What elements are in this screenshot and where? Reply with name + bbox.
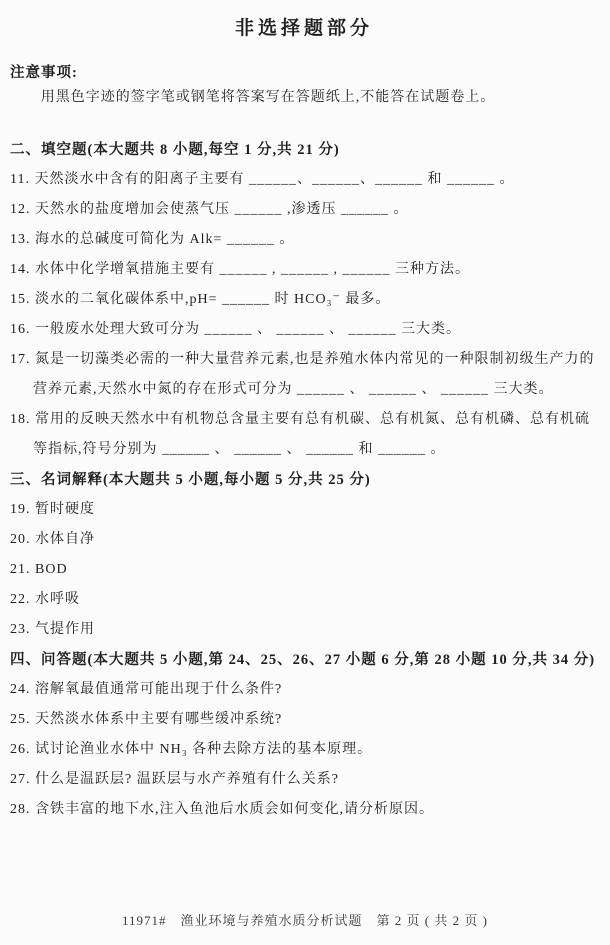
question-13: 13. 海水的总碱度可简化为 Alk= ______ 。 xyxy=(10,232,295,247)
question-20: 20. 水体自净 xyxy=(10,532,95,547)
question-18: 18. 常用的反映天然水中有机物总含量主要有总有机碳、总有机氮、总有机磷、总有机硫等指标,符号分别为 ______ 、 ______ 、 ______ 和 ______ 。 xyxy=(10,412,590,457)
question-23: 23. 气提作用 xyxy=(10,622,95,637)
page-title: 非选择题部分 xyxy=(234,18,373,39)
question-14: 14. 水体中化学增氧措施主要有 ______ , ______ , ______ 三种方法。 xyxy=(10,262,470,277)
question-27: 27. 什么是温跃层? 温跃层与水产养殖有什么关系? xyxy=(10,772,339,787)
question-21: 21. BOD xyxy=(10,562,68,577)
section-heading-short-answer: 四、问答题(本大题共 5 小题,第 24、25、26、27 小题 6 分,第 28 小题 10 分,共 34 分) xyxy=(10,652,596,668)
section-fill-blank xyxy=(10,135,598,465)
section-heading-fill-blank: 二、填空题(本大题共 8 小题,每空 1 分,共 21 分) xyxy=(10,142,340,158)
question-12: 12. 天然水的盐度增加会使蒸气压 ______ ,渗透压 ______ 。 xyxy=(10,202,409,217)
question-22: 22. 水呼吸 xyxy=(10,592,80,607)
page-footer: 11971# 渔业环境与养殖水质分析试题 第 2 页 ( 共 2 页 ) xyxy=(122,913,488,928)
section-short-answer xyxy=(10,645,598,825)
question-25: 25. 天然淡水体系中主要有哪些缓冲系统? xyxy=(10,712,283,727)
section-term-definitions xyxy=(10,465,598,645)
question-28: 28. 含铁丰富的地下水,注入鱼池后水质会如何变化,请分析原因。 xyxy=(10,802,434,817)
question-19: 19. 暂时硬度 xyxy=(10,502,95,517)
section-heading-term-definitions: 三、名词解释(本大题共 5 小题,每小题 5 分,共 25 分) xyxy=(10,472,371,488)
question-24: 24. 溶解氧最值通常可能出现于什么条件? xyxy=(10,682,283,697)
exam-page xyxy=(0,16,610,945)
question-26: 26. 试讨论渔业水体中 NH₃ 各种去除方法的基本原理。 xyxy=(10,742,373,757)
question-15: 15. 淡水的二氧化碳体系中,pH= ______ 时 HCO₃⁻ 最多。 xyxy=(10,292,391,307)
notice-label: 注意事项: xyxy=(10,65,78,81)
question-11: 11. 天然淡水中含有的阳离子主要有 ______、______、______ 和 ______ 。 xyxy=(10,172,515,187)
notice-text: 用黑色字迹的签字笔或钢笔将答案写在答题纸上,不能答在试题卷上。 xyxy=(40,90,496,105)
question-body xyxy=(10,135,598,825)
question-17: 17. 氮是一切藻类必需的一种大量营养元素,也是养殖水体内常见的一种限制初级生产力的营养元素,天然水中氮的存在形式可分为 ______ 、 ______ 、 ______ 三大类。 xyxy=(10,352,595,397)
question-16: 16. 一般废水处理大致可分为 ______ 、 ______ 、 ______ 三大类。 xyxy=(10,322,461,337)
